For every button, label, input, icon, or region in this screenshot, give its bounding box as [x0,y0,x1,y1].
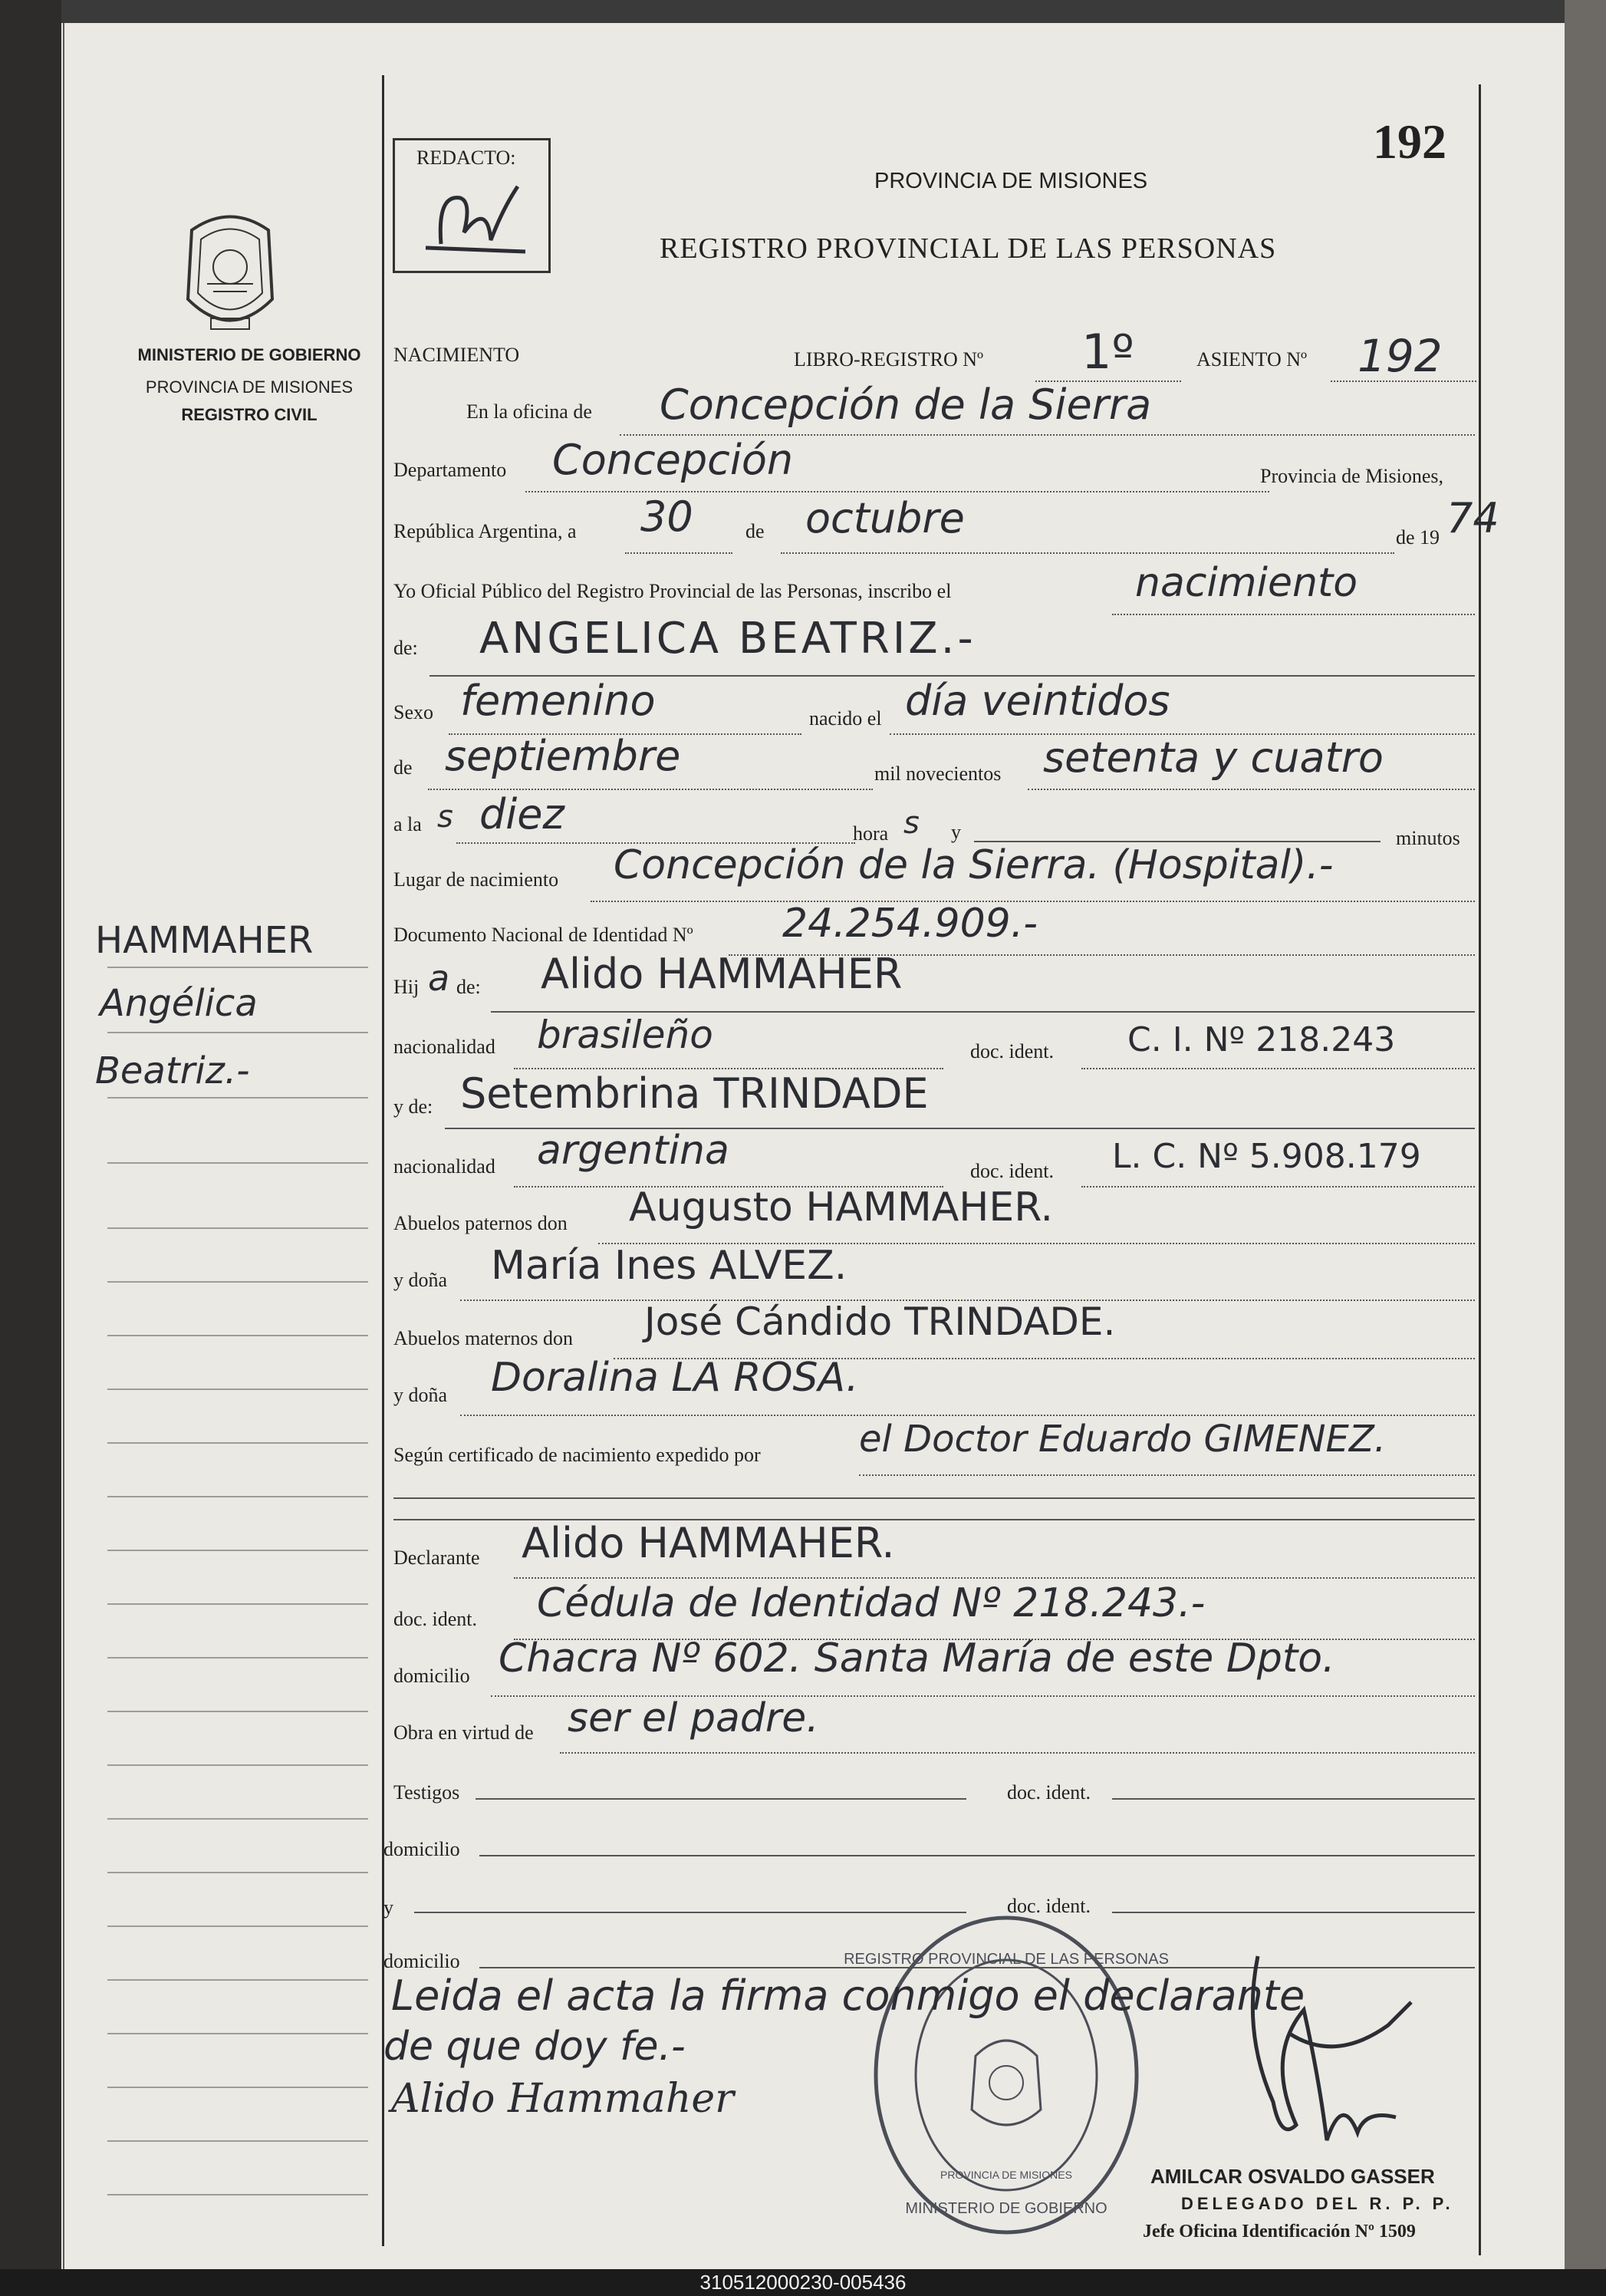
abuelo-mat-value: José Cándido TRINDADE. [644,1300,1116,1344]
stub-rule [107,1388,368,1390]
nombre-value: ANGELICA BEATRIZ.- [479,614,976,664]
stub-first-name: Angélica [100,982,258,1025]
abuela-pat-value: María Ines ALVEZ. [491,1243,847,1289]
leida-line-2: de que doy fe.- [383,2024,686,2070]
mes-value: octubre [805,494,965,542]
dia-nac-value: día veintidos [905,677,1170,725]
dotted-line [625,552,732,554]
decl-dom-value: Chacra Nº 602. Santa María de este Dpto. [499,1636,1335,1682]
label-de-mes-nac: de [393,756,413,779]
solid-line [1112,1912,1475,1913]
redacto-signature-icon [418,171,533,263]
dotted-line [1028,789,1475,790]
stub-rule [107,1550,368,1551]
label-doc-ident-madre: doc. ident. [970,1160,1055,1182]
stub-rule [107,1281,368,1283]
tipo-value: nacimiento [1135,560,1358,606]
provincial-seal-icon [176,207,284,338]
abuela-mat-value: Doralina LA ROSA. [491,1355,859,1401]
asiento-value: 192 [1358,330,1443,382]
solid-line [479,1855,1475,1856]
label-nacionalidad-madre: nacionalidad [393,1155,495,1178]
dotted-line [781,552,1394,554]
a-la-suffix: s [437,799,453,835]
ministry-line2: PROVINCIA DE MISIONES [145,377,354,397]
ministry-line1: MINISTERIO DE GOBIERNO [137,345,361,364]
label-hij-de: de: [456,976,481,998]
label-domicilio-test2: domicilio [383,1950,460,1972]
registry-stamp-icon [844,1910,1169,2240]
dotted-line [1081,1068,1475,1069]
label-oficina: En la oficina de [466,400,592,423]
departamento-value: Concepción [552,436,794,484]
stub-rule [107,2033,368,2034]
stub-rule [107,1603,368,1605]
stub-surname: HAMMAHER [95,919,314,962]
label-doc-ident-test2: doc. ident. [1007,1895,1091,1917]
padre-nac-value: brasileño [537,1013,713,1057]
lugar-value: Concepción de la Sierra. (Hospital).- [614,842,1334,888]
stamp-inner-text: PROVINCIA DE MISIONES [940,2169,1072,2181]
label-domicilio-decl: domicilio [393,1665,470,1687]
stub-rule [107,1442,368,1444]
solid-line [1112,1798,1475,1800]
stub-edge [63,23,64,2269]
label-departamento: Departamento [393,459,507,481]
book-binding-left [0,0,61,2296]
padre-doc-value: C. I. Nº 218.243 [1127,1020,1396,1059]
declarante-signature: Alido Hammaher [391,2076,735,2122]
label-y-testigo: y [383,1896,393,1919]
leida-line-1: Leida el acta la firma conmigo el declarante [391,1972,1305,2020]
padre-value: Alido HAMMAHER [541,950,903,998]
dia-value: 30 [640,492,693,541]
book-binding-right [1565,0,1606,2296]
stamp-bottom-text: MINISTERIO DE GOBIERNO [905,2200,1107,2217]
label-domicilio-test1: domicilio [383,1838,460,1860]
label-nacido-el: nacido el [809,707,882,730]
dotted-line [1112,614,1475,615]
stub-rule [107,2194,368,2196]
label-y-dona-pat: y doña [393,1269,448,1291]
solid-line [476,1798,966,1800]
anio-nac-value: setenta y cuatro [1043,733,1384,782]
dotted-line [514,1577,1475,1579]
stub-divider [382,75,384,2246]
obra-value: ser el padre. [568,1695,819,1741]
libro-value: 1º [1081,324,1134,380]
stub-rule [107,2087,368,2088]
stub-rule [107,1657,368,1659]
page-number: 192 [1373,114,1446,169]
label-documento: Documento Nacional de Identidad Nº [393,924,693,946]
hij-suffix: a [428,957,450,999]
label-a-la: a la [393,813,422,835]
register-page [61,23,1565,2269]
label-doc-ident-test1: doc. ident. [1007,1781,1091,1804]
label-testigos: Testigos [393,1781,460,1804]
label-y-dona-mat: y doña [393,1384,448,1406]
oficina-value: Concepción de la Sierra [660,380,1152,429]
label-doc-ident-padre: doc. ident. [970,1040,1055,1062]
label-nacionalidad-padre: nacionalidad [393,1036,495,1058]
hora-value: diez [479,790,564,838]
official-name: AMILCAR OSVALDO GASSER [1150,2165,1435,2188]
label-hora: hora [853,822,889,845]
label-nacimiento: NACIMIENTO [393,344,520,366]
label-de-mes: de [745,520,765,542]
label-abuelos-maternos: Abuelos maternos don [393,1327,573,1349]
ministry-line3: REGISTRO CIVIL [181,405,318,424]
stub-rule [107,1032,368,1033]
stub-rule [107,1711,368,1712]
decl-doc-value: Cédula de Identidad Nº 218.243.- [537,1580,1206,1626]
madre-value: Setembrina TRINDADE [460,1069,929,1118]
dotted-line [859,1474,1475,1476]
stub-rule [107,1496,368,1497]
label-libro: LIBRO-REGISTRO Nº [794,348,984,371]
label-yo-oficial: Yo Oficial Público del Registro Provincial de las Personas, inscribo el [393,580,952,602]
stub-rule [107,1227,368,1229]
stub-rule [107,1764,368,1766]
label-y-minutos: y [951,821,961,843]
label-minutos: minutos [1396,827,1460,849]
stub-middle-name: Beatriz.- [95,1049,250,1092]
dotted-line [460,1415,1475,1416]
abuelo-pat-value: Augusto HAMMAHER. [629,1184,1054,1230]
stamp-top-text: REGISTRO PROVINCIAL DE LAS PERSONAS [844,1951,1169,1968]
province-title: PROVINCIA DE MISIONES [874,169,1148,193]
registry-title: REGISTRO PROVINCIAL DE LAS PERSONAS [660,232,1277,265]
label-segun: Según certificado de nacimiento expedido por [393,1444,761,1466]
stub-rule [107,1979,368,1981]
label-hij: Hij [393,976,420,998]
hora-suffix: s [903,805,920,841]
label-doc-ident-decl: doc. ident. [393,1608,478,1630]
label-asiento: ASIENTO Nº [1196,348,1308,371]
redacto-label: REDACTO: [416,147,516,169]
stub-rule [107,2140,368,2142]
stub-rule [107,1097,368,1099]
stub-rule [107,1818,368,1820]
label-declarante: Declarante [393,1547,480,1569]
official-title: DELEGADO DEL R. P. P. [1181,2194,1454,2213]
dotted-line [525,491,1269,492]
declarante-value: Alido HAMMAHER. [522,1519,895,1567]
certificado-value: el Doctor Eduardo GIMENEZ. [859,1418,1386,1461]
label-obra: Obra en virtud de [393,1721,534,1744]
dotted-line [1081,1186,1475,1188]
sexo-value: femenino [460,677,656,725]
label-republica: República Argentina, a [393,520,577,542]
anio-value: 74 [1446,494,1499,542]
stub-rule [107,1925,368,1927]
dotted-line [560,1752,1475,1754]
madre-doc-value: L. C. Nº 5.908.179 [1112,1137,1421,1176]
right-margin-rule [1479,84,1481,2255]
label-de-19: de 19 [1396,526,1440,548]
stub-rule [107,1335,368,1336]
madre-nac-value: argentina [537,1128,729,1174]
redacto-box [393,138,551,273]
mes-nac-value: septiembre [445,732,681,780]
label-abuelos-paternos: Abuelos paternos don [393,1212,568,1234]
official-signature-icon [1212,1941,1465,2171]
official-office: Jefe Oficina Identificación Nº 1509 [1143,2222,1416,2242]
label-sexo: Sexo [393,701,433,723]
label-mil-novecientos: mil novecientos [874,763,1002,785]
label-lugar: Lugar de nacimiento [393,868,559,891]
label-y-de: y de: [393,1095,433,1118]
solid-line [393,1497,1475,1499]
footer-code: 310512000230-005436 [699,2271,907,2294]
label-provincia: Provincia de Misiones, [1260,465,1444,487]
stub-rule [107,967,368,968]
stub-rule [107,1872,368,1873]
label-de-nombre: de: [393,637,418,659]
dni-value: 24.254.909.- [782,901,1038,947]
stub-rule [107,1162,368,1164]
